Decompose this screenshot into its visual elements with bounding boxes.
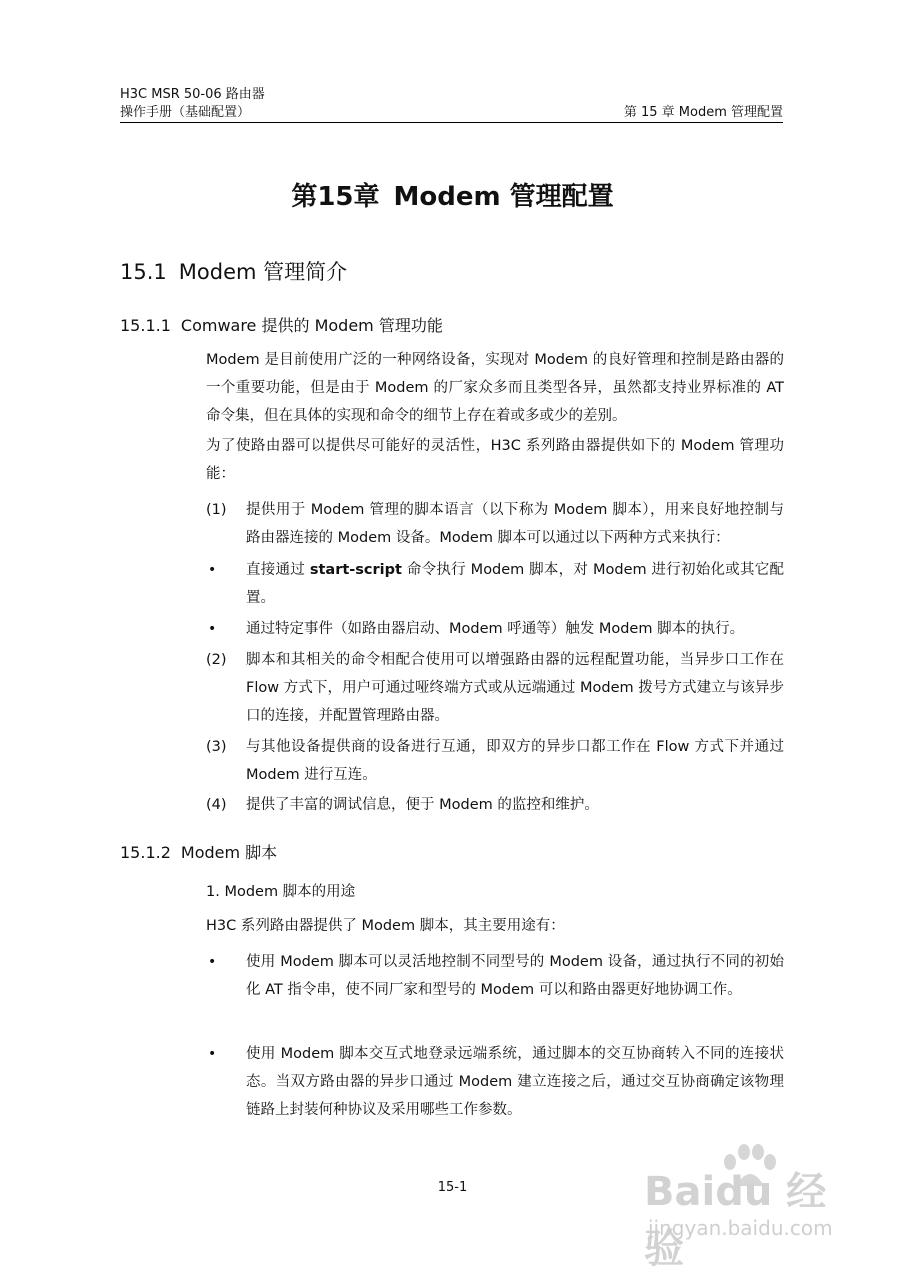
chapter-title — [0, 176, 905, 213]
section-number: 15.1 — [120, 260, 167, 284]
list-item — [206, 948, 784, 1004]
list-item — [206, 791, 784, 819]
list-item-text: 提供用于 Modem 管理的脚本语言（以下称为 Modem 脚本），用来良好地控制与路由器连接的 Modem 设备。Modem 脚本可以通过以下两种方式来执行： — [246, 502, 784, 546]
list-item — [206, 1040, 784, 1124]
chapter-title-text: Modem 管理配置 — [393, 182, 614, 212]
header-chapter-ref: 第 15 章 Modem 管理配置 — [623, 105, 783, 120]
subheading: 1. Modem 脚本的用途 — [206, 884, 356, 900]
section-title: Modem 管理简介 — [178, 260, 348, 284]
list-marker: (4) — [206, 797, 227, 813]
subsection-title: Modem 脚本 — [180, 843, 278, 862]
bullet-icon: • — [208, 621, 217, 637]
list-marker: (1) — [206, 502, 227, 518]
page-number: 15-1 — [437, 1180, 468, 1195]
watermark-brand: Baidu 经验 — [644, 1169, 827, 1272]
list-marker: (3) — [206, 739, 227, 755]
header-product: H3C MSR 50-06 路由器 — [120, 87, 265, 102]
list-item-text: 提供了丰富的调试信息，便于 Modem 的监控和维护。 — [246, 797, 599, 813]
bullet-icon: • — [208, 954, 217, 970]
list-item-text: 使用 Modem 脚本可以灵活地控制不同型号的 Modem 设备，通过执行不同的初始化 AT 指令串，使不同厂家和型号的 Modem 可以和路由器更好地协调工作。 — [246, 954, 784, 998]
paragraph: 为了使路由器可以提供尽可能好的灵活性，H3C 系列路由器提供如下的 Modem 管理功能： — [206, 438, 784, 482]
list-item — [206, 496, 784, 552]
list-item-text: 使用 Modem 脚本交互式地登录远端系统，通过脚本的交互协商转入不同的连接状态。当双方路由器的异步口通过 Modem 建立连接之后，通过交互协商确定该物理链路上封装何种协议及采用哪些工作参数。 — [246, 1046, 784, 1118]
bullet-icon: • — [208, 562, 217, 578]
paragraph: Modem 是目前使用广泛的一种网络设备，实现对 Modem 的良好管理和控制是路由器的一个重要功能，但是由于 Modem 的厂家众多而且类型各异，虽然都支持业界标准的 AT 命令集，但在具体的实现和命令的细节上存在着或多或少的差别。 — [206, 352, 784, 424]
list-item-text: 脚本和其相关的命令相配合使用可以增强路由器的远程配置功能，当异步口工作在 Flow 方式下，用户可通过哑终端方式或从远端通过 Modem 拨号方式建立与该异步口的连接，并配置管理路由器。 — [246, 652, 784, 724]
subsection-heading-1 — [120, 313, 443, 336]
subsection-number: 15.1.1 — [120, 316, 171, 335]
list-item-text: 直接通过 start-script 命令执行 Modem 脚本，对 Modem 进行初始化或其它配置。 — [246, 562, 785, 606]
subsection-heading-2 — [120, 840, 277, 863]
section-heading — [120, 256, 347, 286]
subsection-number: 15.1.2 — [120, 843, 171, 862]
list-item — [206, 733, 784, 789]
list-item — [206, 615, 784, 643]
subsection-title: Comware 提供的 Modem 管理功能 — [180, 316, 443, 335]
chapter-number: 第15章 — [291, 182, 380, 212]
list-item-text: 与其他设备提供商的设备进行互通，即双方的异步口都工作在 Flow 方式下并通过 Modem 进行互连。 — [246, 739, 784, 783]
command-keyword: start-script — [309, 562, 402, 578]
bullet-icon: • — [208, 1046, 217, 1062]
intro-paragraph: H3C 系列路由器提供了 Modem 脚本，其主要用途有： — [206, 918, 565, 934]
watermark-url: jingyan.baidu.com — [648, 1216, 833, 1240]
header-rule — [120, 122, 783, 123]
baidu-watermark — [644, 1140, 864, 1272]
header-manual: 操作手册（基础配置） — [120, 105, 251, 120]
list-item-text: 通过特定事件（如路由器启动、Modem 呼通等）触发 Modem 脚本的执行。 — [246, 621, 745, 637]
list-item — [206, 556, 784, 612]
list-item — [206, 646, 784, 730]
list-marker: (2) — [206, 652, 227, 668]
